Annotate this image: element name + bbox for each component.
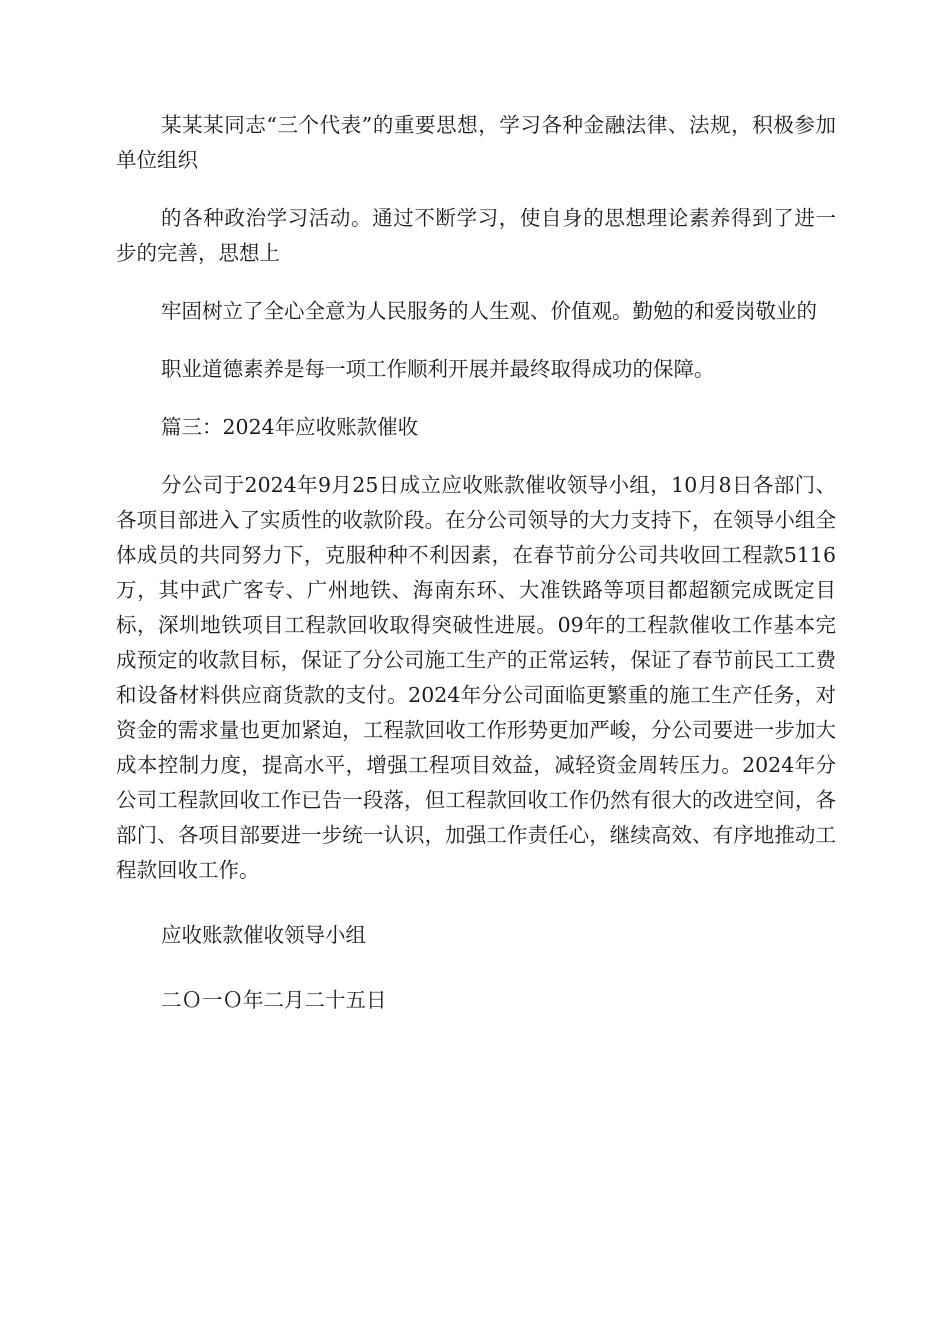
document-body	[116, 108, 836, 1041]
paragraph-2: 的各种政治学习活动。通过不断学习，使自身的思想理论素养得到了进一步的完善，思想上	[116, 206, 836, 265]
paragraph-3: 牢固树立了全心全意为人民服务的人生观、价值观。勤勉的和爱岗敬业的	[161, 299, 817, 323]
section-heading: 篇三：2024年应收账款催收	[161, 415, 419, 439]
signature-org: 应收账款催收领导小组	[161, 923, 366, 947]
paragraph-1: 某某某同志“三个代表”的重要思想，学习各种金融法律、法规，积极参加单位组织	[116, 113, 836, 172]
paragraph-main: 分公司于2024年9月25日成立应收账款催收领导小组，10月8日各部门、各项目部进入了实质性的收款阶段。在分公司领导的大力支持下，在领导小组全体成员的共同努力下，克服种种不利因素，在春节前分公司共收回工程款5116万，其中武广客专、广州地铁、海南东环、大准铁路等项目都超额完成既定目标，深圳地铁项目工程款回收取得突破性进展。09年的工程款催收工作基本完成预定的收款目标，保证了分公司施工生产的正常运转，保证了春节前民工工费和设备材料供应商货款的支付。2024年分公司面临更繁重的施工生产任务，对资金的需求量也更加紧迫，工程款回收工作形势更加严峻，分公司要进一步加大成本控制力度，提高水平，增强工程项目效益，减轻资金周转压力。2024年分公司工程款回收工作已告一段落，但工程款回收工作仍然有很大的改进空间，各部门、各项目部要进一步统一认识，加强工作责任心，继续高效、有序地推动工程款回收工作。	[116, 473, 836, 882]
signature-date: 二Ｏ一Ｏ年二月二十五日	[161, 988, 387, 1012]
paragraph-4: 职业道德素养是每一项工作顺利开展并最终取得成功的保障。	[161, 357, 715, 381]
